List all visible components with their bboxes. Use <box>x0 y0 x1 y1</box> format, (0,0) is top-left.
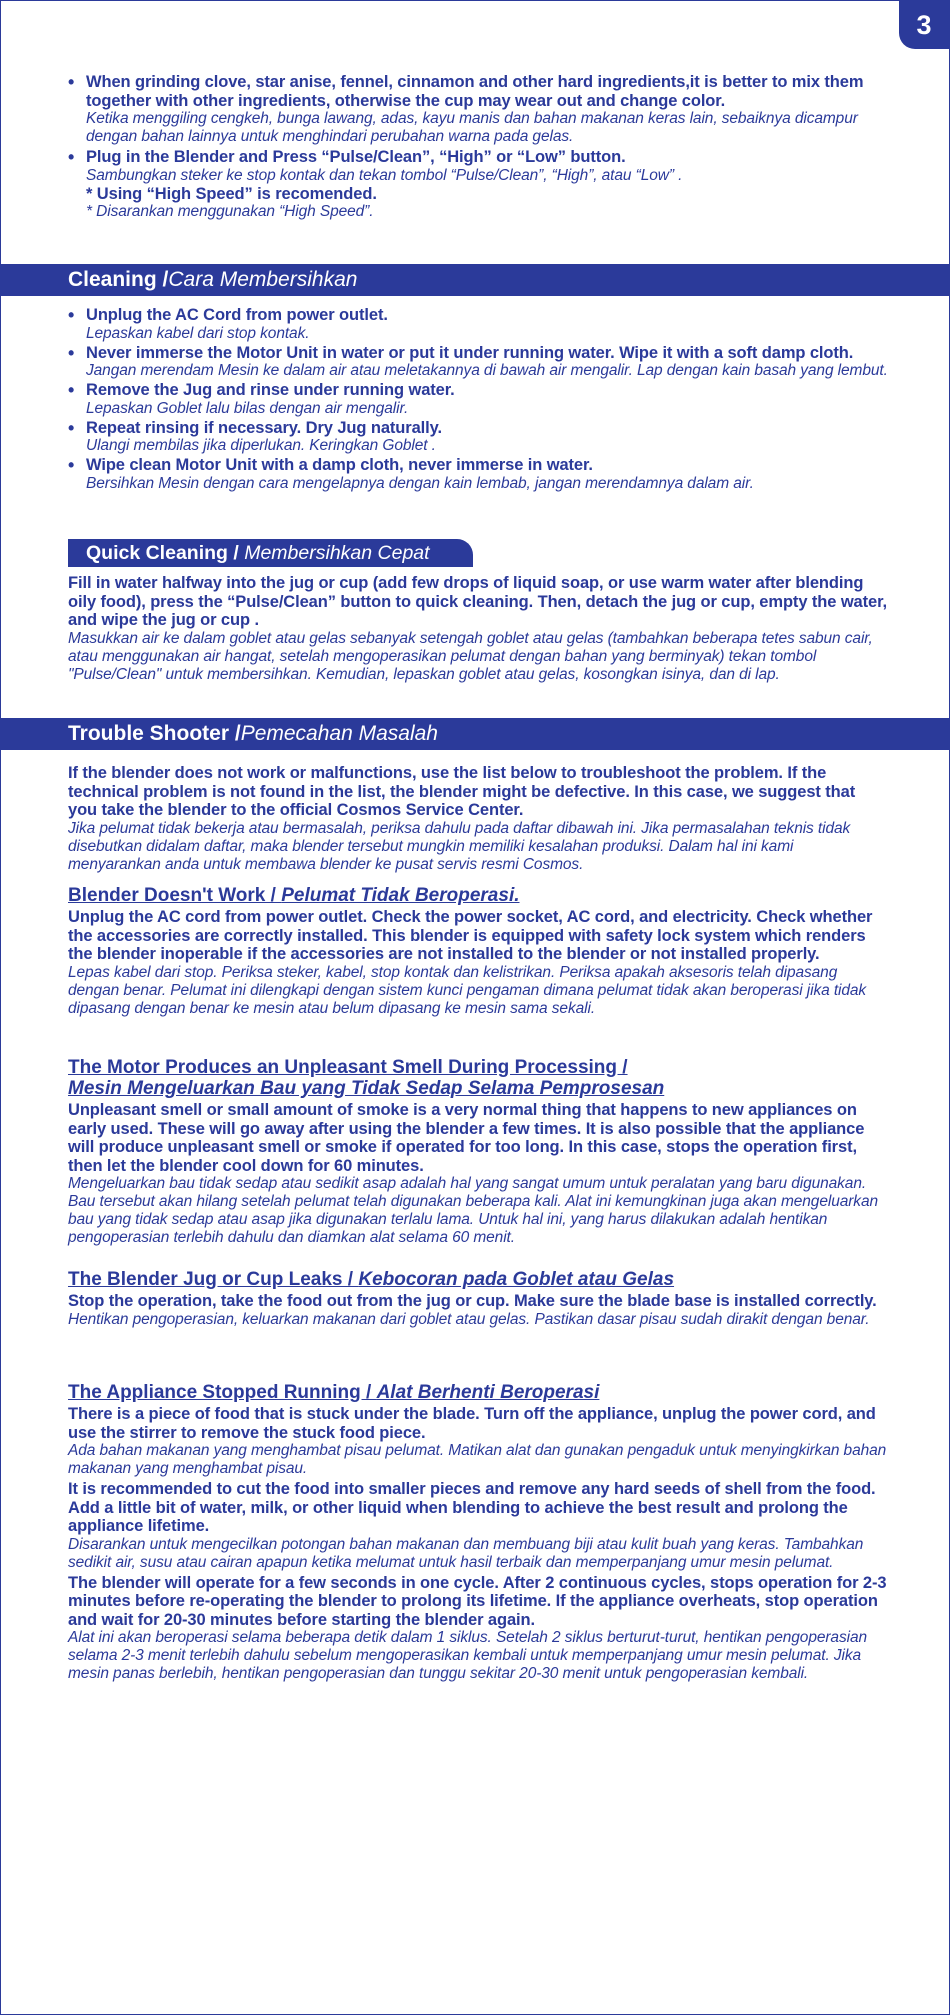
cleaning-item-en: • Remove the Jug and rinse under running water. <box>86 381 455 399</box>
section-heading-en: The Blender Jug or Cup Leaks / <box>68 1269 359 1290</box>
section-paragraph <box>68 1574 888 1684</box>
intro-list <box>68 73 888 223</box>
intro-item-id: Ketika menggiling cengkeh, bunga lawang, adas, kayu manis dan bahan makanan keras lain, sebaiknya dicampur dengan bahan lainnya untuk menghindari perubahan warna pada gelas. <box>86 110 858 145</box>
section-text-en: Unplug the AC cord from power outlet. Check the power socket, AC cord, and electricity. Check whether the accessories are correctly installed. This blender is equipped with safety lock system which renders the blender inoperable if the accessories are not installed to the blender or not installed properly. <box>68 908 873 963</box>
cleaning-item-id: Lepaskan kabel dari stop kontak. <box>86 324 310 342</box>
section-heading-en: The Motor Produces an Unpleasant Smell During Processing / <box>68 1057 628 1078</box>
quick-cleaning-header <box>68 539 473 567</box>
quick-cleaning-body <box>68 574 888 684</box>
list-item <box>68 456 888 493</box>
trouble-intro <box>68 764 888 874</box>
section-text-id: Mengeluarkan bau tidak sedap atau sedikit asap adalah hal yang sangat umum untuk peralatan yang baru digunakan. Bau tersebut akan hilang setelah pelumat telah digunakan beberapa kali. Alat ini kemungkinan juga akan mengeluarkan bau yang tidak sedap atau asap jika digunakan terlalu lama. Untuk hal ini, yang harus dilakukan adalah hentikan pengoperasian terlebih dahulu dan diamkan alat selama 60 menit. <box>68 1175 878 1246</box>
trouble-header <box>1 718 949 750</box>
intro-item-en: • When grinding clove, star anise, fennel, cinnamon and other hard ingredients,it is better to mix them together with other ingredients, otherwise the cup may wear out and change color. <box>86 73 864 110</box>
trouble-intro-en: If the blender does not work or malfunctions, use the list below to troubleshoot the problem. If the technical problem is not found in the list, the blender might be defective. In this case, we suggest that you take the blender to the official Cosmos Service Center. <box>68 764 856 819</box>
section-heading-id: Mesin Mengeluarkan Bau yang Tidak Sedap Selama Pemprosesan <box>68 1078 665 1099</box>
section-text-en: Stop the operation, take the food out from the jug or cup. Make sure the blade base is installed correctly. <box>68 1292 877 1310</box>
intro-note-en: * Using “High Speed” is recomended. <box>86 184 377 203</box>
section-heading <box>68 1269 888 1290</box>
trouble-intro-id: Jika pelumat tidak bekerja atau bermasalah, periksa dahulu pada daftar dibawah ini. Jika permasalahan teknis tidak disebutkan didalam daftar, maka blender tersebut mungkin memiliki kesalahan produksi. Dalam hal ini kami menyarankan anda untuk membawa blender ke pusat servis resmi Cosmos. <box>68 819 851 873</box>
list-item <box>68 73 888 146</box>
list-item <box>68 148 888 221</box>
quick-cleaning-title: Quick Cleaning / <box>86 541 239 564</box>
intro-item-en: • Plug in the Blender and Press “Pulse/Clean”, “High” or “Low” button. <box>86 148 626 166</box>
section-text-id: Alat ini akan beroperasi selama beberapa detik dalam 1 siklus. Setelah 2 siklus berturut-turut, hentikan pengoperasian selama 2-3 menit terlebih dahulu sebelum mengoperasikan kembali untuk memperpanjang umur mesin pelumat. Jika mesin panas berlebih, hentikan pengoperasian dan tunggu sekitar 20-30 menit untuk pengoperasian kembali. <box>68 1629 867 1682</box>
cleaning-header <box>1 264 949 296</box>
section-text-en: Unpleasant smell or small amount of smoke is a very normal thing that happens to new appliances on early used. These will go away after using the blender a few times. It is also possible that the appliance will produce unpleasant smell or smoke if operated for too long. In this case, stops the operation first, then let the blender cool down for 60 minutes. <box>68 1101 865 1175</box>
section-text-id: Disarankan untuk mengecilkan potongan bahan makanan dan membuang biji atau kulit buah yang keras. Tambahkan sedikit air, susu atau cairan apapun ketika melumat untuk hasil terbaik dan memperpanjang umur mesin pelumat. <box>68 1535 864 1571</box>
intro-note-id: * Disarankan menggunakan “High Speed”. <box>86 203 374 220</box>
cleaning-item-id: Bersihkan Mesin dengan cara mengelapnya dengan kain lembab, jangan merendamnya dalam air. <box>86 474 754 492</box>
page-number-tab <box>899 1 949 49</box>
cleaning-title-id: Cara Membersihkan <box>168 268 358 291</box>
list-item <box>68 344 888 381</box>
section-heading-id: Alat Berhenti Beroperasi <box>376 1382 600 1403</box>
quick-cleaning-title-id: Membersihkan Cepat <box>244 541 430 564</box>
cleaning-item-en: • Never immerse the Motor Unit in water or put it under running water. Wipe it with a soft damp cloth. <box>86 343 854 362</box>
cleaning-list <box>68 306 888 494</box>
cleaning-title: Cleaning / <box>68 268 169 291</box>
trouble-title-id: Pemecahan Masalah <box>240 722 438 745</box>
cleaning-item-en: • Repeat rinsing if necessary. Dry Jug naturally. <box>86 418 442 437</box>
section-text-id: Ada bahan makanan yang menghambat pisau pelumat. Matikan alat dan gunakan pengaduk untuk menyingkirkan bahan makanan yang menghambat pisau. <box>68 1442 887 1477</box>
section-heading <box>68 1382 888 1403</box>
section-unpleasant-smell <box>68 1057 888 1247</box>
section-heading-id: Kebocoran pada Goblet atau Gelas <box>358 1269 675 1290</box>
quick-cleaning-en: Fill in water halfway into the jug or cup (add few drops of liquid soap, or use warm water after blending oily food), press the “Pulse/Clean” button to quick cleaning. Then, detach the jug or cup, empty the water, and wipe the jug or cup . <box>68 574 887 629</box>
intro-item-id: Sambungkan steker ke stop kontak dan tekan tombol “Pulse/Clean”, “High”, atau “Low” . <box>86 166 683 184</box>
quick-cleaning-id: Masukkan air ke dalam goblet atau gelas sebanyak setengah goblet atau gelas (tambahkan beberapa tetes sabun cair, atau menggunakan air hangat, setelah mengoperasikan pelumat dengan bahan yang berminyak) tekan tombol "Pulse/Clean" untuk membersihkan. Kemudian, lepaskan goblet atau gelas, kosongkan isinya, dan di lap. <box>68 629 873 683</box>
section-heading-2 <box>68 1078 888 1099</box>
list-item <box>68 381 888 418</box>
section-appliance-stopped <box>68 1382 888 1685</box>
section-text-en: The blender will operate for a few seconds in one cycle. After 2 continuous cycles, stops operation for 2-3 minutes before re-operating the blender to prolong its lifetime. If the appliance overheats, stop operation and wait for 20-30 minutes before starting the blender again. <box>68 1573 887 1629</box>
section-blender-doesnt-work <box>68 885 888 1018</box>
cleaning-item-id: Ulangi membilas jika diperlukan. Keringkan Goblet . <box>86 437 436 454</box>
cleaning-item-id: Jangan merendam Mesin ke dalam air atau meletakannya di bawah air mengalir. Lap dengan kain basah yang lembut. <box>86 362 888 379</box>
section-text-id: Lepas kabel dari stop. Periksa steker, kabel, stop kontak dan kelistrikan. Periksa apakah aksesoris telah dipasang dengan benar. Pelumat ini dilengkapi dengan sistem kunci pengaman dimana pelumat tidak akan beroperasi jika tidak dipasang dengan benar ke mesin atau belum dipasang ke mesin sama sekali. <box>68 963 867 1017</box>
section-jug-leaks <box>68 1269 888 1329</box>
section-paragraph <box>68 1480 888 1572</box>
section-heading <box>68 885 888 906</box>
section-heading <box>68 1057 888 1078</box>
section-text-en: It is recommended to cut the food into smaller pieces and remove any hard seeds of shell from the food. Add a little bit of water, milk, or other liquid when blending to achieve the best result and prolong the appliance lifetime. <box>68 1480 876 1535</box>
section-heading-en: Blender Doesn't Work / <box>68 885 282 906</box>
section-heading-id: Pelumat Tidak Beroperasi. <box>281 885 520 906</box>
section-paragraph <box>68 1405 888 1478</box>
list-item <box>68 419 888 456</box>
cleaning-item-id: Lepaskan Goblet lalu bilas dengan air mengalir. <box>86 399 409 417</box>
list-item <box>68 306 888 343</box>
cleaning-item-en: • Unplug the AC Cord from power outlet. <box>86 306 388 324</box>
cleaning-item-en: • Wipe clean Motor Unit with a damp cloth, never immerse in water. <box>86 456 593 474</box>
section-text-en: There is a piece of food that is stuck under the blade. Turn off the appliance, unplug the power cord, and use the stirrer to remove the stuck food piece. <box>68 1405 876 1442</box>
section-heading-en: The Appliance Stopped Running / <box>68 1382 377 1403</box>
section-text-id: Hentikan pengoperasian, keluarkan makanan dari goblet atau gelas. Pastikan dasar pisau sudah dirakit dengan benar. <box>68 1310 870 1328</box>
trouble-title: Trouble Shooter / <box>68 722 241 745</box>
page-number: 3 <box>916 9 932 40</box>
